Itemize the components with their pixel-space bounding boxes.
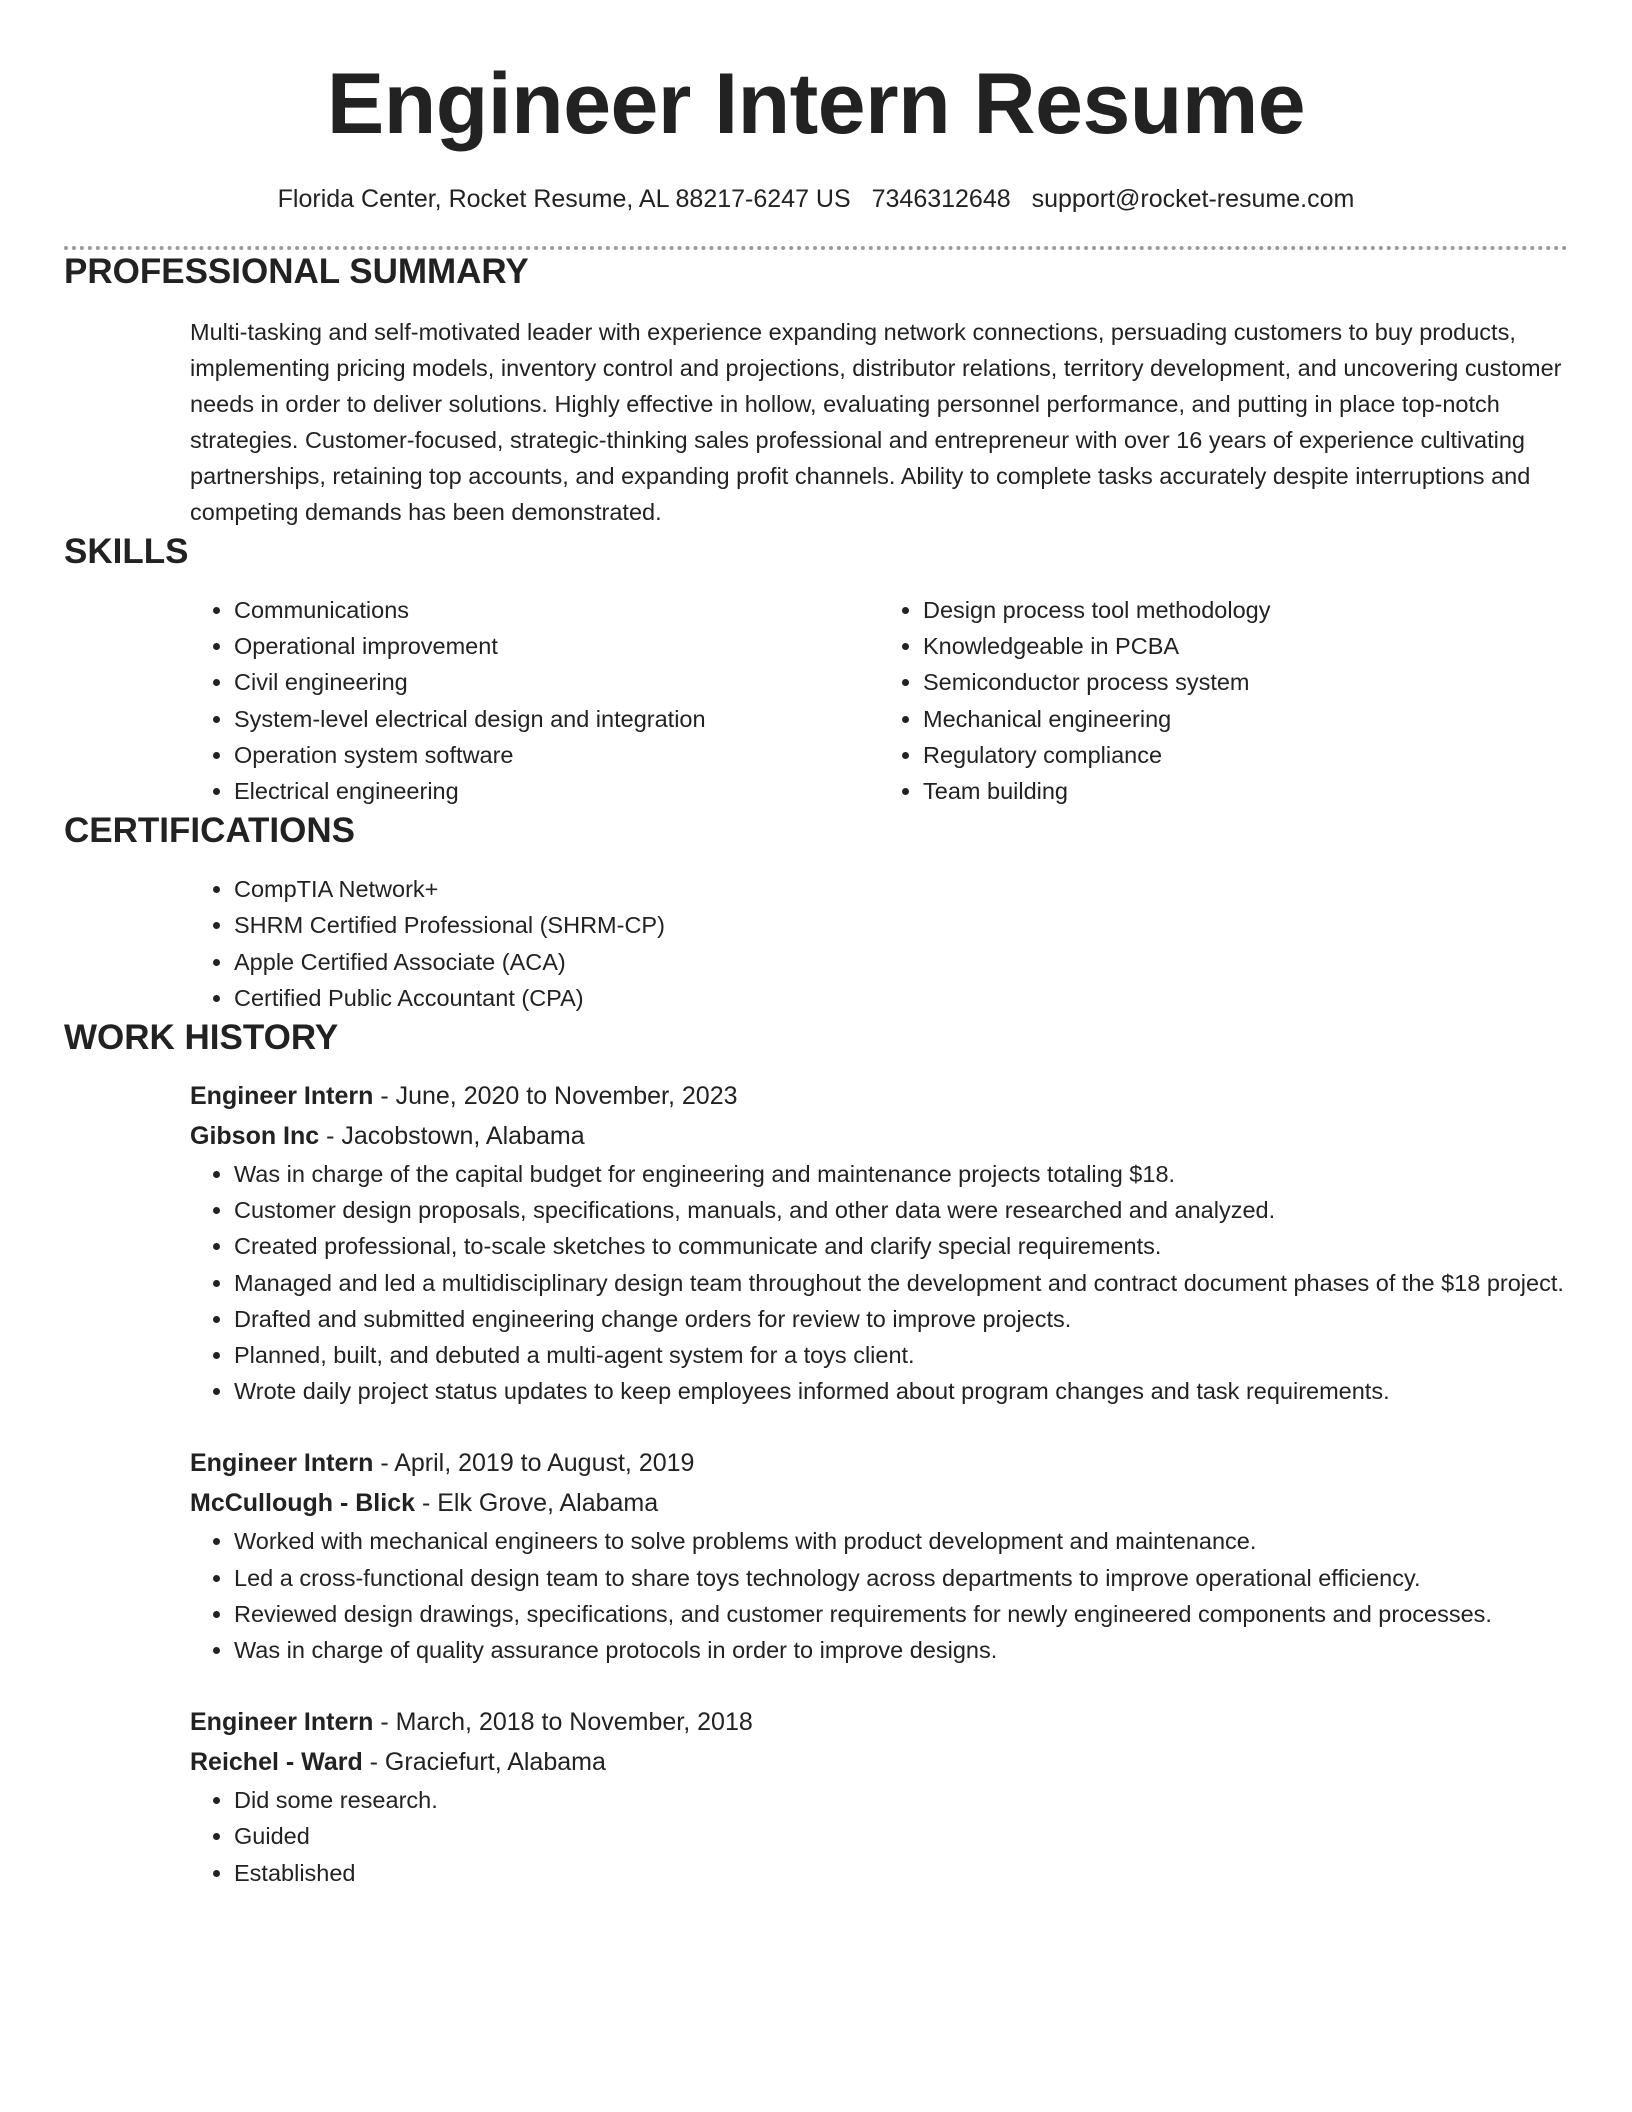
skills-list-right — [879, 592, 1568, 809]
job-company-line — [190, 1742, 1568, 1782]
skill-item: • Design process tool methodology — [923, 592, 1568, 628]
job-dates: - June, 2020 to November, 2023 — [373, 1082, 738, 1111]
job-bullets — [190, 1156, 1568, 1409]
resume-title: Engineer Intern Resume — [326, 56, 1306, 152]
job-bullet: • Planned, built, and debuted a multi-agent system for a toys client. — [234, 1337, 1568, 1373]
skill-item: • Electrical engineering — [234, 773, 879, 809]
job-title: Engineer Intern — [190, 1082, 374, 1111]
job-bullet: • Did some research. — [234, 1782, 1568, 1818]
job-bullets — [190, 1782, 1568, 1891]
job-company: McCullough - Blick — [190, 1489, 415, 1518]
skill-item: • Regulatory compliance — [923, 737, 1568, 773]
job-bullets — [190, 1523, 1568, 1668]
job-bullet: • Was in charge of quality assurance protocols in order to improve designs. — [234, 1632, 1568, 1668]
job-title-line — [190, 1443, 1568, 1483]
job-bullet: • Established — [234, 1855, 1568, 1891]
job-title-line — [190, 1702, 1568, 1742]
job-company: Gibson Inc — [190, 1122, 320, 1151]
certifications-list — [190, 871, 1568, 1016]
job-company: Reichel - Ward — [190, 1748, 363, 1777]
job-bullet: • Customer design proposals, specifications, manuals, and other data were researched and analyzed. — [234, 1192, 1568, 1228]
skill-item: • Semiconductor process system — [923, 664, 1568, 700]
skill-item: • Operation system software — [234, 737, 879, 773]
section-heading-summary: PROFESSIONAL SUMMARY — [64, 252, 529, 291]
job-bullet: • Reviewed design drawings, specifications, and customer requirements for newly engineered components and processes. — [234, 1596, 1568, 1632]
contact-line — [64, 182, 1568, 216]
job-company-line — [190, 1116, 1568, 1156]
skill-item: • Knowledgeable in PCBA — [923, 628, 1568, 664]
section-heading-certifications: CERTIFICATIONS — [64, 811, 356, 851]
section-heading-work-history: WORK HISTORY — [64, 1018, 339, 1058]
job-bullet: • Managed and led a multidisciplinary design team throughout the development and contract document phases of the $18 project. — [234, 1265, 1568, 1301]
job-company-line — [190, 1483, 1568, 1523]
certification-item: • CompTIA Network+ — [234, 871, 1568, 907]
skills-list-left — [190, 592, 879, 809]
certification-item: • Certified Public Accountant (CPA) — [234, 980, 1568, 1016]
job-title: Engineer Intern — [190, 1708, 374, 1737]
job-dates: - March, 2018 to November, 2018 — [373, 1708, 753, 1737]
job-bullet: • Was in charge of the capital budget for engineering and maintenance projects totaling $18. — [234, 1156, 1568, 1192]
skill-item: • Operational improvement — [234, 628, 879, 664]
job-title: Engineer Intern — [190, 1449, 374, 1478]
job-bullet: • Wrote daily project status updates to keep employees informed about program changes and task requirements. — [234, 1373, 1568, 1409]
job-location: - Graciefurt, Alabama — [362, 1748, 606, 1777]
phone: 7346312648 — [871, 185, 1011, 213]
skill-item: • Civil engineering — [234, 664, 879, 700]
skill-item: • Team building — [923, 773, 1568, 809]
skill-item: • Mechanical engineering — [923, 701, 1568, 737]
job-dates: - April, 2019 to August, 2019 — [373, 1449, 695, 1478]
summary-text: Multi-tasking and self-motivated leader with experience expanding network connections, persuading customers to buy products, implementing pricing models, inventory control and projections, distributor relations, territory development, and uncovering customer needs in order to deliver solutions. Highly effective in hollow, evaluating personnel performance, and putting in place top-notch strategies. Customer-focused, strategic-thinking sales professional and entrepreneur with over 16 years of experience cultivating partnerships, retaining top accounts, and expanding profit channels. Ability to complete tasks accurately despite interruptions and competing demands has been demonstrated. — [190, 319, 1562, 525]
job-entry — [190, 1443, 1568, 1668]
job-location: - Elk Grove, Alabama — [415, 1489, 659, 1518]
job-bullet: • Created professional, to-scale sketches to communicate and clarify special requirements. — [234, 1228, 1568, 1264]
email: support@rocket-resume.com — [1031, 185, 1355, 213]
address: Florida Center, Rocket Resume, AL 88217-6247 US — [277, 185, 851, 213]
certification-item: • SHRM Certified Professional (SHRM-CP) — [234, 907, 1568, 943]
job-location: - Jacobstown, Alabama — [319, 1122, 585, 1151]
job-bullet: • Worked with mechanical engineers to solve problems with product development and maintenance. — [234, 1523, 1568, 1559]
skill-item: • Communications — [234, 592, 879, 628]
section-heading-skills: SKILLS — [64, 532, 189, 571]
job-bullet: • Led a cross-functional design team to share toys technology across departments to improve operational efficiency. — [234, 1560, 1568, 1596]
certification-item: • Apple Certified Associate (ACA) — [234, 944, 1568, 980]
job-title-line — [190, 1076, 1568, 1116]
job-entry — [190, 1076, 1568, 1409]
skill-item: • System-level electrical design and integration — [234, 701, 879, 737]
skills-columns — [190, 592, 1568, 809]
job-bullet: • Drafted and submitted engineering change orders for review to improve projects. — [234, 1301, 1568, 1337]
job-entry — [190, 1702, 1568, 1891]
job-bullet: • Guided — [234, 1818, 1568, 1854]
